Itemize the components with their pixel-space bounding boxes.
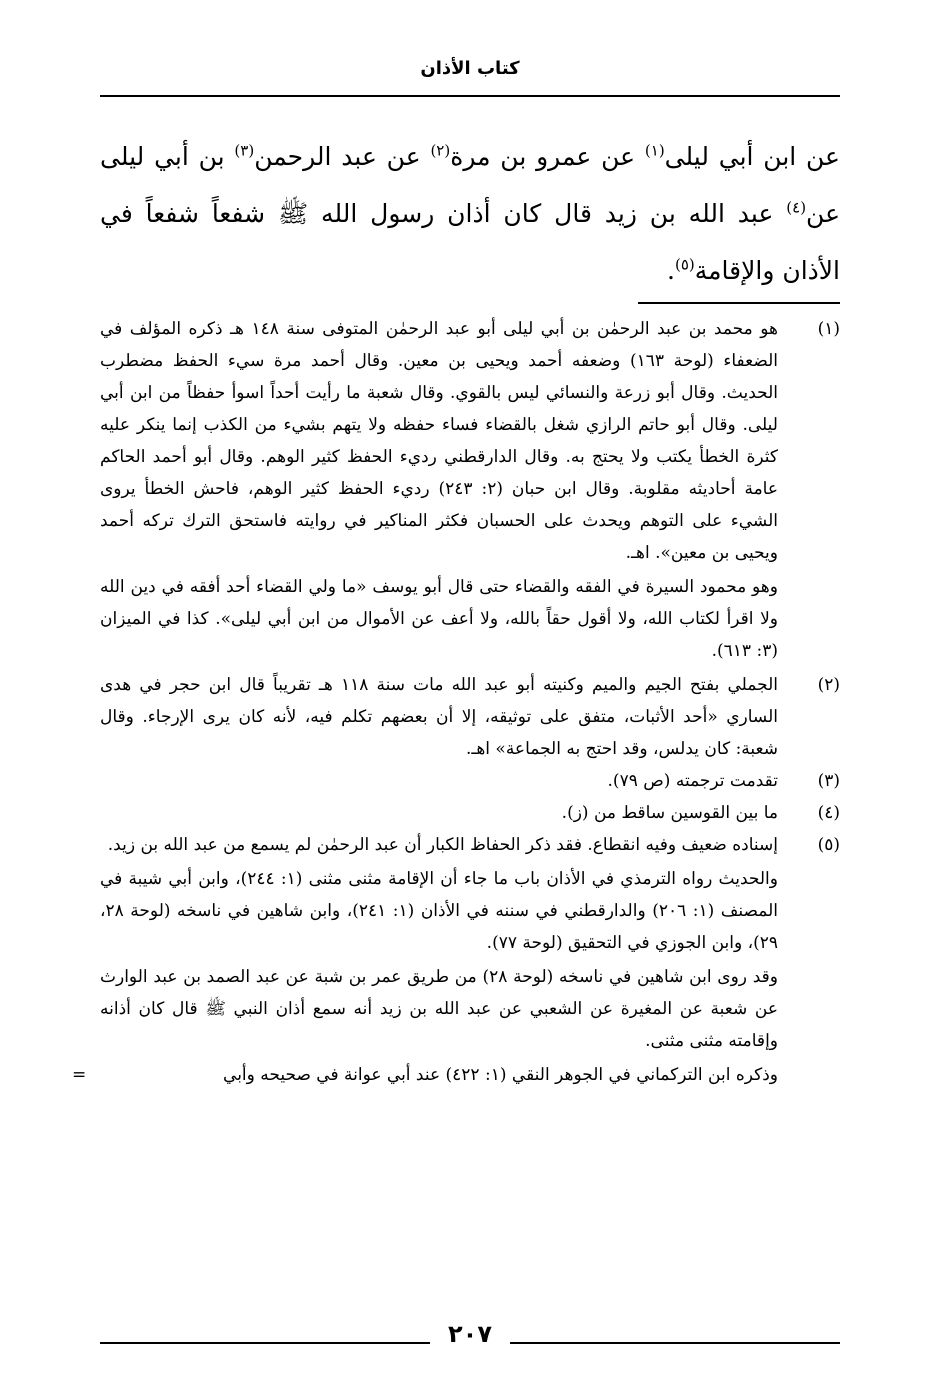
footnote-paragraph-text: وذكره ابن التركماني في الجوهر النقي (١: ٤٢٢) عند أبي عوانة في صحيحه وأبي xyxy=(223,1065,778,1085)
footnote xyxy=(100,313,840,569)
footnote xyxy=(100,797,840,829)
footnote-ref: (٥) xyxy=(674,255,695,274)
footnote-text: الجملي بفتح الجيم والميم وكنيته أبو عبد الله مات سنة ١١٨ هـ تقريباً قال ابن حجر في هدى الساري «أحد الأثبات، متفق على توثيقه، إلا أن بعضهم تكلم فيه، لأنه كان يرى الإرجاء. وقال شعبة: كان يدلس، وقد احتج به الجماعة» اهـ. xyxy=(100,675,778,759)
footnote-text: تقدمت ترجمته (ص ٧٩). xyxy=(607,771,778,791)
main-text-segment: عن عمرو بن مرة xyxy=(450,142,645,171)
page-number: ٢٠٧ xyxy=(448,1320,492,1348)
footnote-ref: (٢) xyxy=(430,141,451,160)
main-text-segment: عن عبد الرحمن xyxy=(254,142,431,171)
footnote xyxy=(100,829,840,861)
page-footer xyxy=(100,1314,840,1354)
footnote-text: هو محمد بن عبد الرحمٰن بن أبي ليلى أبو عبد الرحمٰن المتوفى سنة ١٤٨ هـ ذكره المؤلف في الضعفاء (لوحة ١٦٣) وضعفه أحمد ويحيى بن معين. وقال أحمد مرة سيء الحفظ مضطرب الحديث. وقال أبو زرعة والنسائي ليس بالقوي. وقال شعبة ما رأيت أحداً اسوأ حفظاً من ابن أبي ليلى. وقال أبو حاتم الرازي شغل بالقضاء فساء حفظه ولا يتهم بشيء من الكذب إنما ينكر عليه كثرة الخطأ يكتب ولا يحتج به. وقال الدارقطني رديء الحفظ كثير الوهم. وقال أبو أحمد الحاكم عامة أحاديثه مقلوبة. وقال ابن حبان (٢: ٢٤٣) رديء الحفظ كثير الوهم، فاحش الخطأ يروى الشيء على التوهم ويحدث على الحسبان فكثر المناكير في روايته فاستحق الترك تركه أحمد ويحيى بن معين». اهـ. xyxy=(100,319,779,563)
running-title: كتاب الأذان xyxy=(420,58,520,79)
footnote-number: (٤) xyxy=(817,803,840,823)
main-text-segment: بن أبي ليلى عن xyxy=(100,142,840,228)
footnote-text: ما بين القوسين ساقط من (ز). xyxy=(561,803,778,823)
footnote-number: (٣) xyxy=(817,771,840,791)
footnote xyxy=(100,765,840,797)
footer-rule xyxy=(510,1342,840,1344)
footnote-paragraph: والحديث رواه الترمذي في الأذان باب ما جاء أن الإقامة مثنى مثنى (١: ٢٤٤)، وابن أبي شيبة في المصنف (١: ٢٠٦) والدارقطني في سننه في الأذان (١: ٢٤١)، وابن شاهين في ناسخه (لوحة ٢٨، ٢٩)، وابن الجوزي في التحقيق (لوحة ٧٧). xyxy=(100,869,778,953)
footnote-ref: (٤) xyxy=(786,198,807,217)
footer-rule xyxy=(100,1342,430,1344)
footnote-number: (٥) xyxy=(817,835,840,855)
main-text-segment: عبد الله بن زيد قال كان أذان رسول الله ﷺ شفعاً شفعاً في الأذان والإقامة xyxy=(100,199,840,285)
footnote-number: (٢) xyxy=(817,675,840,695)
footnote-number: (١) xyxy=(817,319,840,339)
footnote-ref: (٣) xyxy=(234,141,255,160)
footnote-text: إسناده ضعيف وفيه انقطاع. فقد ذكر الحفاظ الكبار أن عبد الرحمٰن لم يسمع من عبد الله بن زيد. xyxy=(107,835,778,855)
main-text xyxy=(100,128,840,299)
continuation-mark: = xyxy=(72,1065,87,1085)
footnote-paragraph: وقد روى ابن شاهين في ناسخه (لوحة ٢٨) من طريق عمر بن شبة عن عبد الصمد بن عبد الوارث عن شعبة عن المغيرة عن الشعبي عن عبد الله بن زيد أنه سمع أذان النبي ﷺ قال كان أذانه وإقامته مثنى مثنى. xyxy=(100,967,778,1051)
main-text-segment: عن ابن أبي ليلى xyxy=(664,142,840,171)
footnotes-rule xyxy=(638,302,840,304)
header-rule xyxy=(100,95,840,97)
main-text-segment: . xyxy=(667,256,675,285)
footnote-paragraph: وهو محمود السيرة في الفقه والقضاء حتى قال أبو يوسف «ما ولي القضاء أحد أفقه في دين الله ولا اقرأ لكتاب الله، ولا أقول حقاً بالله، ولا أعف عن الأموال من ابن أبي ليلى». كذا في الميزان (٣: ٦١٣). xyxy=(100,577,778,661)
footnotes xyxy=(72,313,840,1091)
footnote-ref: (١) xyxy=(644,141,665,160)
footnote xyxy=(100,669,840,765)
footnote-paragraph-last xyxy=(72,1059,778,1091)
